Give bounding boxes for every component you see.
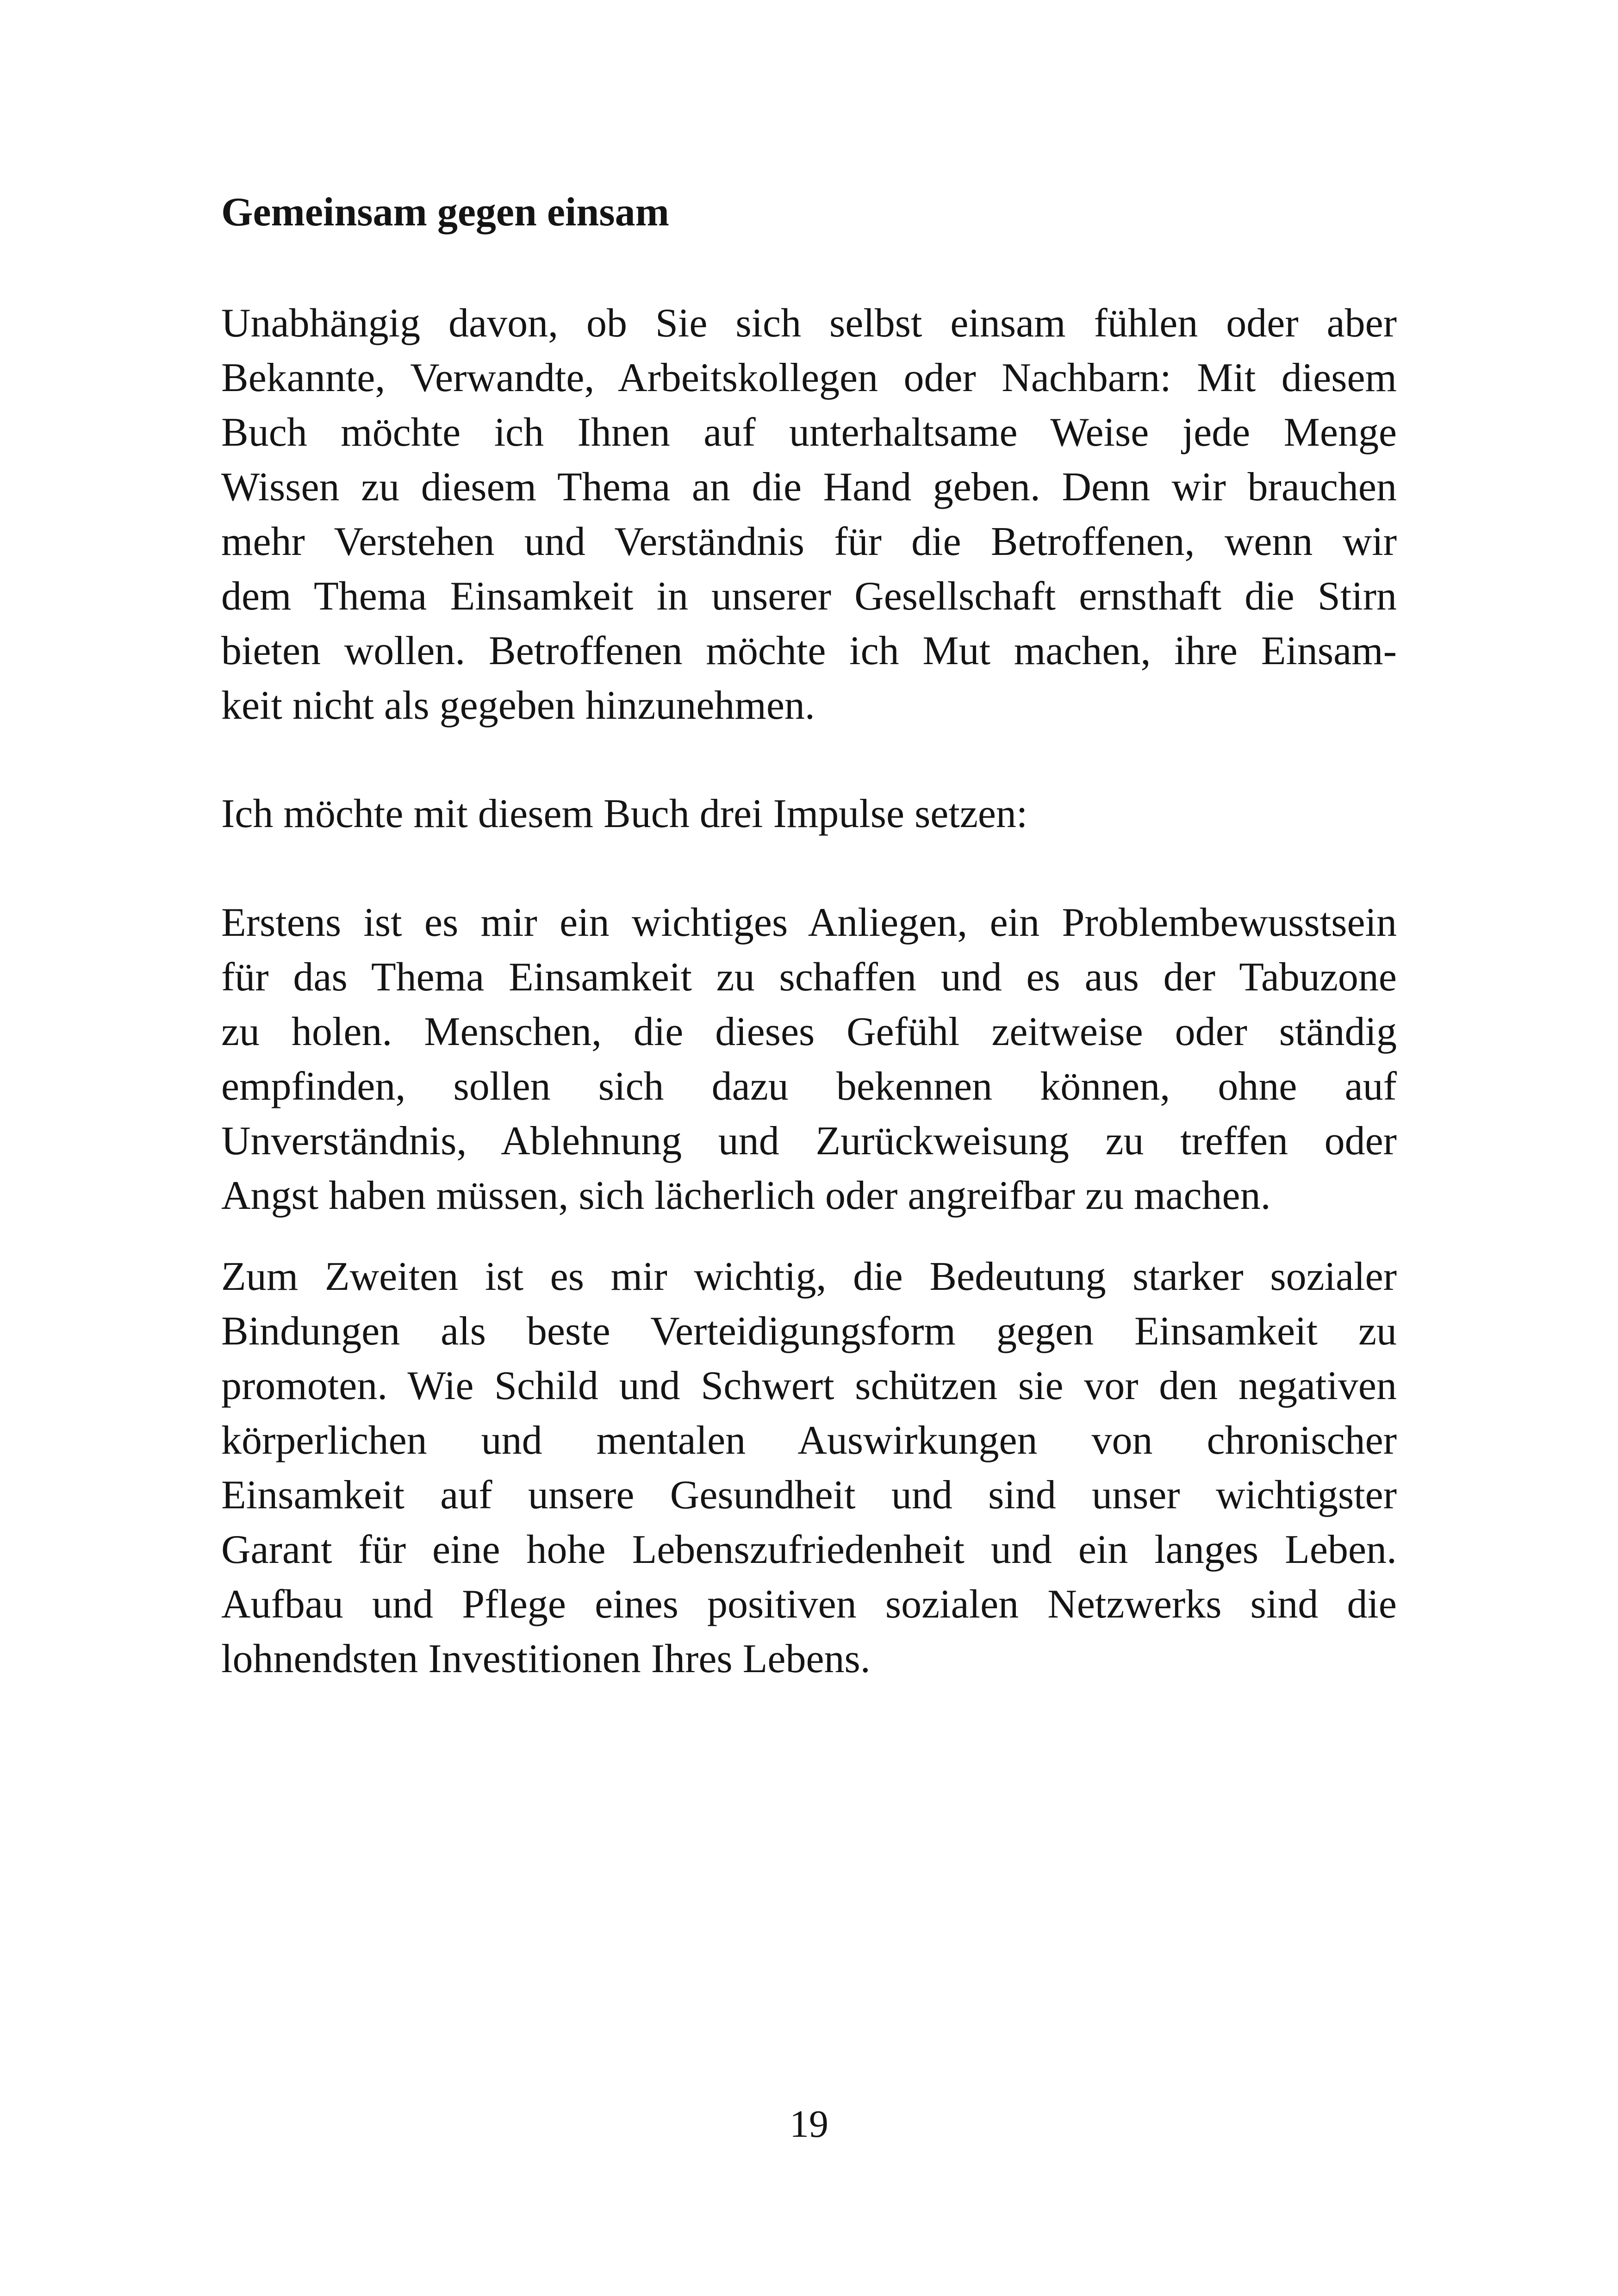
paragraph — [221, 787, 1397, 841]
paragraph — [221, 1250, 1397, 1686]
text-line: Angst haben müssen, sich lächerlich oder angreifbar zu machen. — [221, 1173, 1271, 1218]
page-number: 19 — [790, 2103, 828, 2146]
text-line: Garant für eine hohe Lebenszufriedenheit und ein langes Leben. — [221, 1527, 1397, 1572]
section-heading: Gemeinsam gegen einsam — [221, 190, 669, 235]
paragraph — [221, 296, 1397, 733]
paragraph-impulses-intro — [221, 787, 1397, 841]
text-line: für das Thema Einsamkeit zu schaffen und es aus der Tabuzone — [221, 955, 1397, 1000]
text-line: empfinden, sollen sich dazu bekennen können, ohne auf — [221, 1064, 1397, 1109]
text-line: dem Thema Einsamkeit in unserer Gesellschaft ernsthaft die Stirn — [221, 574, 1397, 619]
text-line: körperlichen und mentalen Auswirkungen von chronischer — [221, 1418, 1397, 1463]
text-line: bieten wollen. Betroffenen möchte ich Mut machen, ihre Einsam- — [221, 628, 1397, 673]
text-line: keit nicht als gegeben hinzunehmen. — [221, 683, 815, 728]
text-line: promoten. Wie Schild und Schwert schützen sie vor den negativen — [221, 1363, 1397, 1408]
text-line: Wissen zu diesem Thema an die Hand geben. Denn wir brauchen — [221, 465, 1397, 510]
text-line: mehr Verstehen und Verständnis für die Betroffenen, wenn wir — [221, 519, 1397, 564]
text-line: Einsamkeit auf unsere Gesundheit und sind unser wichtigster — [221, 1473, 1397, 1518]
text-line: Bekannte, Verwandte, Arbeitskollegen oder Nachbarn: Mit diesem — [221, 355, 1397, 400]
text-line: Buch möchte ich Ihnen auf unterhaltsame Weise jede Menge — [221, 410, 1397, 455]
text-line: Unverständnis, Ablehnung und Zurückweisung zu treffen oder — [221, 1119, 1397, 1164]
paragraph-intro — [221, 296, 1397, 733]
text-line: Ich möchte mit diesem Buch drei Impulse setzen: — [221, 791, 1028, 836]
paragraph-first-impulse — [221, 896, 1397, 1223]
text-line: Bindungen als beste Verteidigungsform gegen Einsamkeit zu — [221, 1309, 1397, 1354]
paragraph-second-impulse — [221, 1250, 1397, 1686]
paragraph — [221, 896, 1397, 1223]
text-line: Erstens ist es mir ein wichtiges Anliegen, ein Problembewusstsein — [221, 900, 1397, 945]
text-line: Zum Zweiten ist es mir wichtig, die Bedeutung starker sozialer — [221, 1254, 1397, 1299]
text-line: lohnendsten Investitionen Ihres Lebens. — [221, 1636, 871, 1681]
text-line: Unabhängig davon, ob Sie sich selbst einsam fühlen oder aber — [221, 301, 1397, 346]
text-line: Aufbau und Pflege eines positiven sozialen Netzwerks sind die — [221, 1582, 1397, 1627]
text-line: zu holen. Menschen, die dieses Gefühl zeitweise oder ständig — [221, 1009, 1397, 1054]
